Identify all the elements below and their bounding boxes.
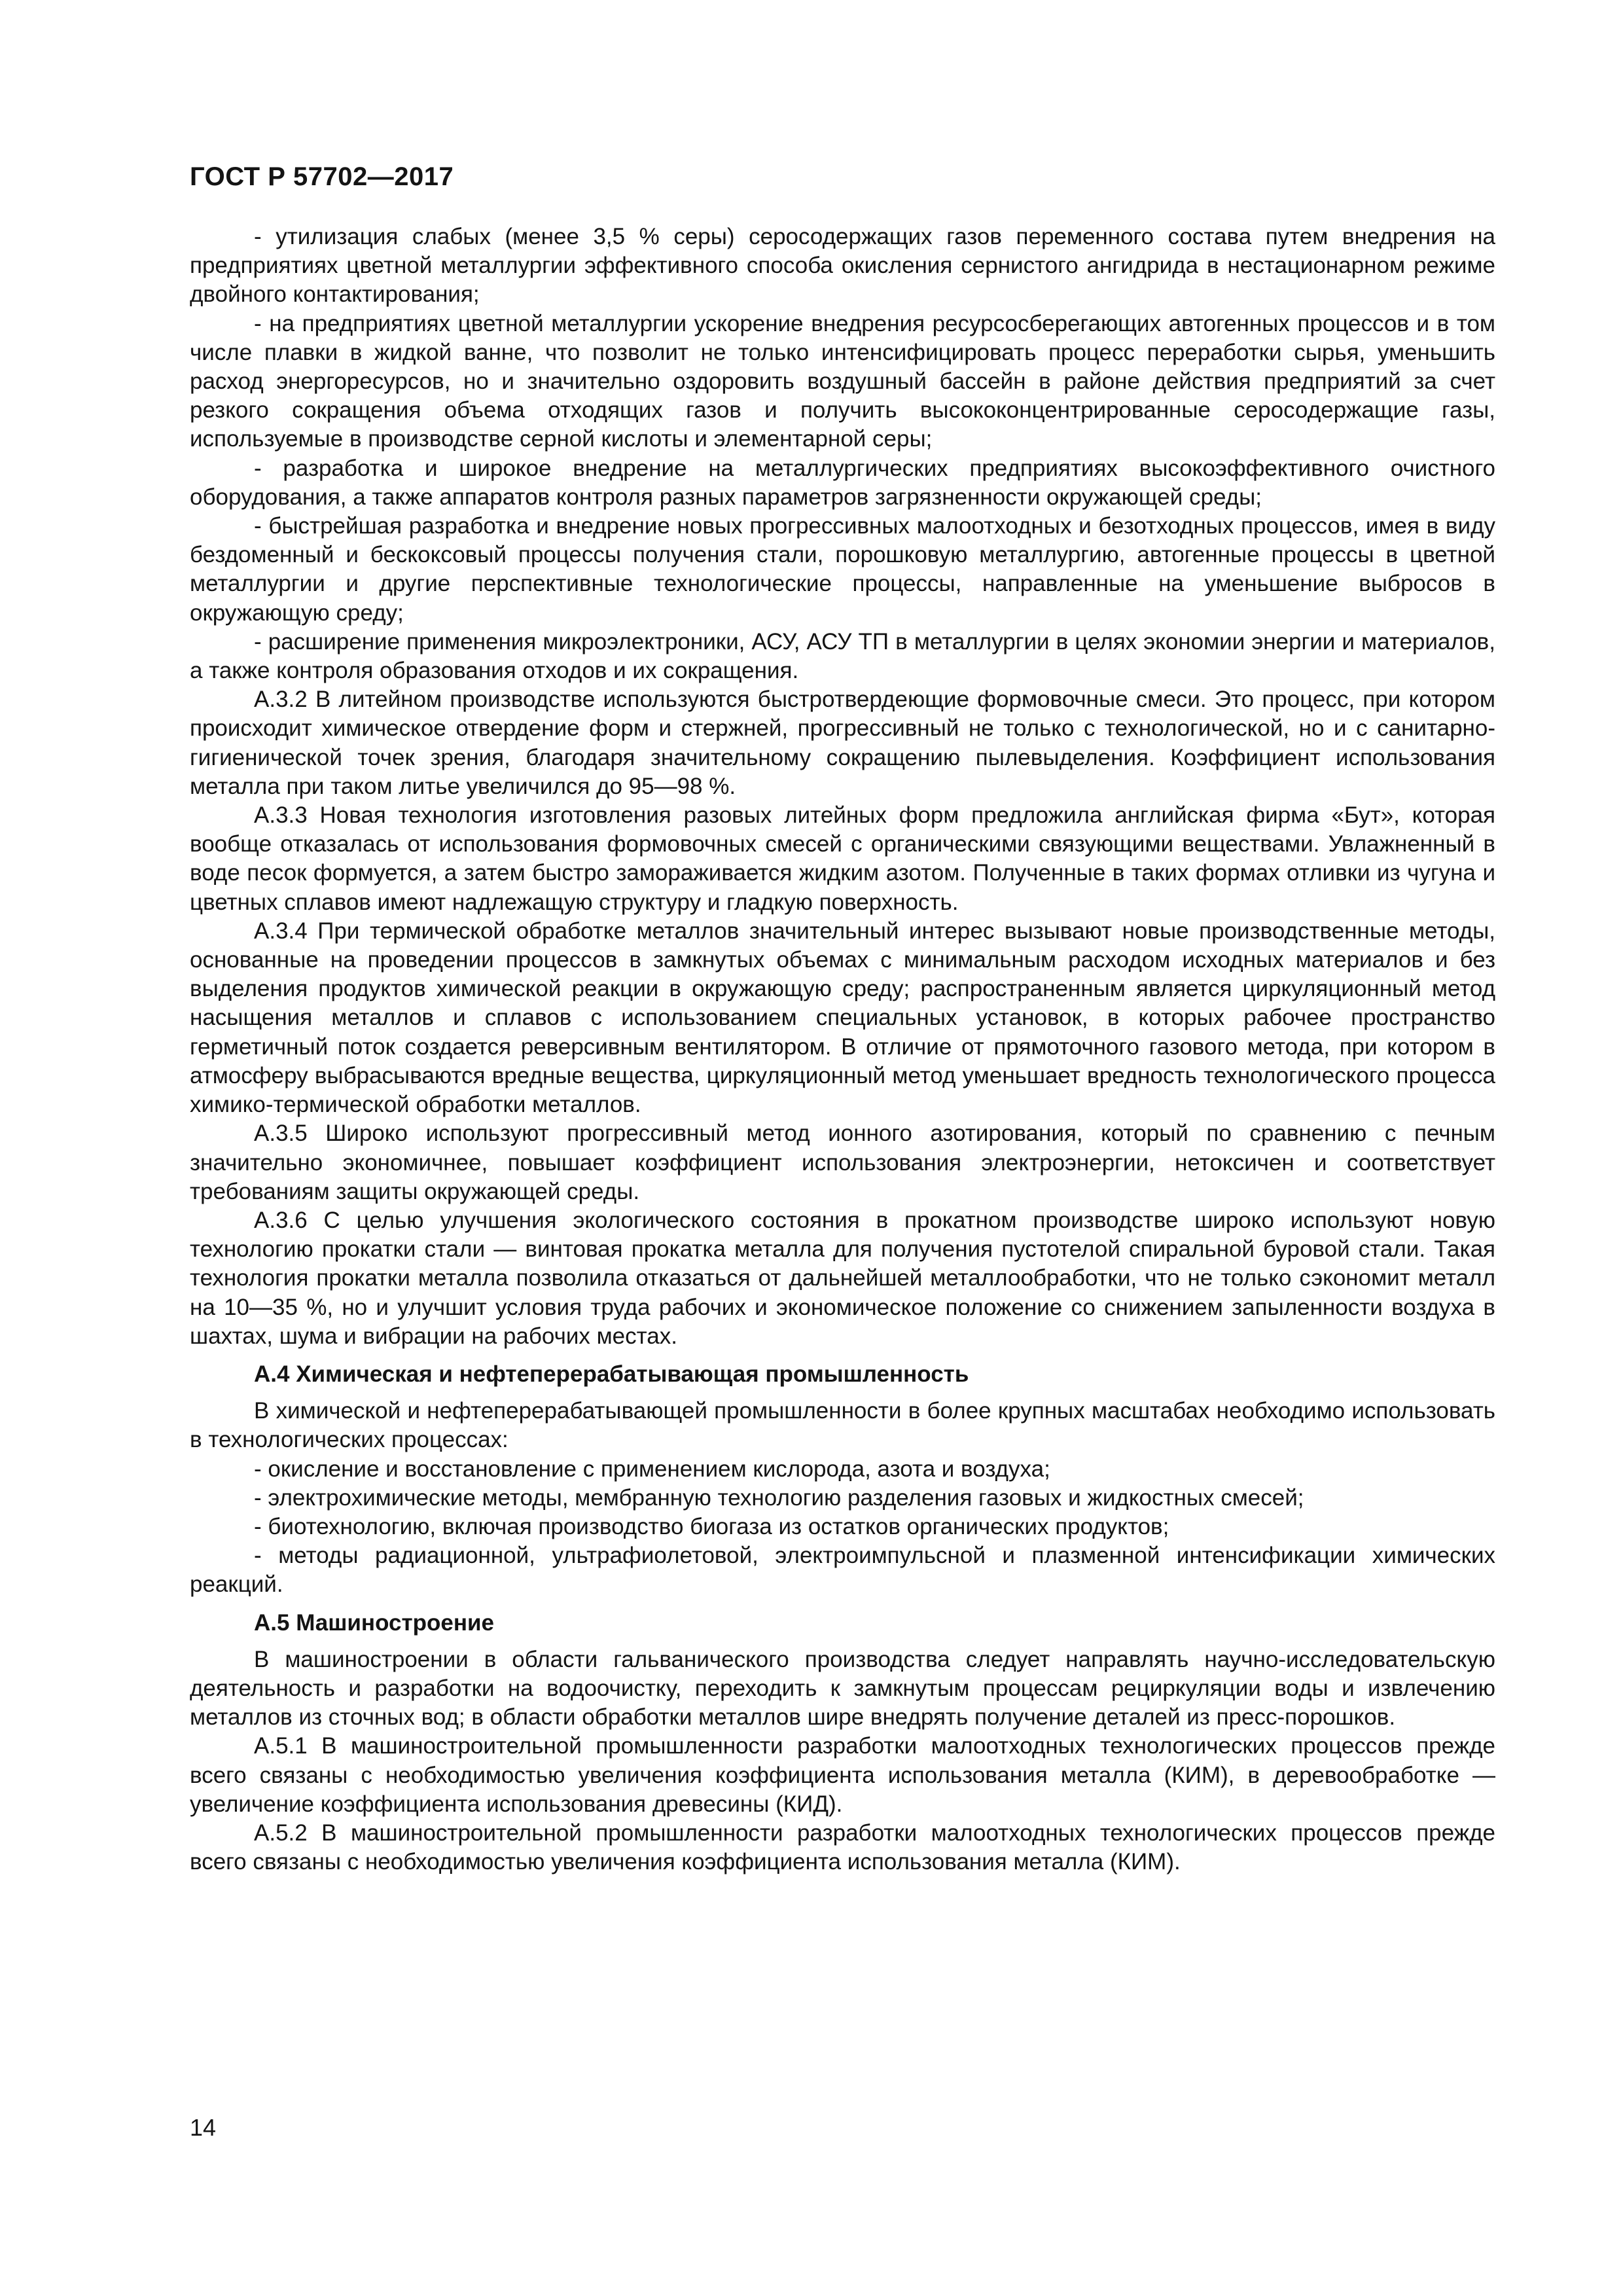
section-heading-a5: А.5 Машиностроение xyxy=(254,1609,494,1636)
clause-a-3-6: А.3.6 С целью улучшения экологического состояния в прокатном производстве широко используют новую технологию прокатки стали — винтовая прокатка металла для получения пустотелой спиральной буровой стали. Такая технология прокатки металла позволила отказаться от дальнейшей металлообработки, что не только сэкономит металл на 10—35 %, но и улучшит условия труда рабочих и экономическое положение со снижением запыленности воздуха в шахтах, шума и вибрации на рабочих местах. xyxy=(190,1207,1495,1349)
list-item-sulfur-gas-utilization: - утилизация слабых (менее 3,5 % серы) серосодержащих газов переменного состава путем внедрения на предприятиях цветной металлургии эффективного способа окисления сернистого ангидрида в нестационарном режиме двойного контактирования; xyxy=(190,224,1495,308)
section-a4-item: - окисление и восстановление с применением кислорода, азота и воздуха; xyxy=(254,1456,1050,1482)
clause-a-5-1: А.5.1 В машиностроительной промышленности разработки малоотходных технологических процессов прежде всего связаны с необходимостью увеличения коэффициента использования металла (КИМ), в деревообработке — увеличение коэффициента использования древесины (КИД). xyxy=(190,1733,1495,1817)
clause-a-3-3: А.3.3 Новая технология изготовления разовых литейных форм предложила английская фирма «Бут», которая вообще отказалась от использования формовочных смесей с органическими связующими веществами. Увлажненный в воде песок формуется, а затем быстро замораживается жидким азотом. Полученные в таких формах отливки из чугуна и цветных сплавов имеют надлежащую структуру и гладкую поверхность. xyxy=(190,802,1495,915)
clause-a-5-2: А.5.2 В машиностроительной промышленности разработки малоотходных технологических процессов прежде всего связаны с необходимостью увеличения коэффициента использования металла (КИМ). xyxy=(190,1820,1495,1875)
section-a4-intro: В химической и нефтеперерабатывающей промышленности в более крупных масштабах необходимо использовать в технологических процессах: xyxy=(190,1398,1495,1453)
list-item-cleaning-equipment: - разработка и широкое внедрение на металлургических предприятиях высокоэффективного очистного оборудования, а также аппаратов контроля разных параметров загрязненности окружающей среды; xyxy=(190,455,1495,510)
list-item-low-waste-processes: - быстрейшая разработка и внедрение новых прогрессивных малоотходных и безотходных процессов, имея в виду бездоменный и бескоксовый процессы получения стали, порошковую металлургию, автогенные процессы в цветной металлургии и другие перспективные технологические процессы, направленные на уменьшение выбросов в окружающую среду; xyxy=(190,513,1495,626)
clause-a-3-5: А.3.5 Широко используют прогрессивный метод ионного азотирования, который по сравнению с печным значительно экономичнее, повышает коэффициент использования электроэнергии, нетоксичен и соответствует требованиям защиты окружающей среды. xyxy=(190,1121,1495,1204)
section-a5-intro: В машиностроении в области гальванического производства следует направлять научно-исследовательскую деятельность и разработки на водоочистку, переходить к замкнутым процессам рециркуляции воды и извлечению металлов из сточных вод; в области обработки металлов шире внедрять получение деталей из пресс-порошков. xyxy=(190,1646,1495,1731)
section-a4-item: - биотехнологию, включая производство биогаза из остатков органических продуктов; xyxy=(254,1513,1169,1539)
clause-a-3-2: А.3.2 В литейном производстве используются быстротвердеющие формовочные смеси. Это процесс, при котором происходит химическое отвердение форм и стержней, прогрессивный не только с технологической, но и с санитарно-гигиенической точек зрения, благодаря значительному сокращению пылевыделения. Коэффициент использования металла при таком литье увеличился до 95—98 %. xyxy=(190,687,1495,799)
section-heading-a4: А.4 Химическая и нефтеперерабатывающая промышленность xyxy=(254,1361,969,1387)
clause-a-3-4: А.3.4 При термической обработке металлов значительный интерес вызывают новые производственные методы, основанные на проведении процессов в замкнутых объемах с минимальным расходом исходных материалов и без выделения продуктов химической реакции в окружающую среду; распространенным является циркуляционный метод насыщения металлов и сплавов с использованием специальных установок, в которых рабочее пространство герметичный поток создается реверсивным вентилятором. В отличие от прямоточного газового метода, при котором в атмосферу выбрасываются вредные вещества, циркуляционный метод уменьшает вредность технологического процесса химико-термической обработки металлов. xyxy=(190,918,1495,1118)
list-item-microelectronics: - расширение применения микроэлектроники, АСУ, АСУ ТП в металлургии в целях экономии энергии и материалов, а также контроля образования отходов и их сокращения. xyxy=(190,628,1495,684)
section-a4-item: - методы радиационной, ультрафиолетовой, электроимпульсной и плазменной интенсификации химических реакций. xyxy=(190,1543,1495,1598)
section-a4-item: - электрохимические методы, мембранную технологию разделения газовых и жидкостных смесей; xyxy=(254,1484,1304,1511)
page-number: 14 xyxy=(190,2114,217,2141)
document-body xyxy=(190,223,1495,1876)
list-item-autogenous-processes: - на предприятиях цветной металлургии ускорение внедрения ресурсосберегающих автогенных процессов и в том числе плавки в жидкой ванне, что позволит не только интенсифицировать процесс переработки сырья, уменьшить расход энергоресурсов, но и значительно оздоровить воздушный бассейн в районе действия предприятий за счет резкого сокращения объема отходящих газов и получить высококонцентрированные серосодержащие газы, используемые в производстве серной кислоты и элементарной серы; xyxy=(190,310,1495,452)
document-code-header: ГОСТ Р 57702—2017 xyxy=(190,162,454,191)
